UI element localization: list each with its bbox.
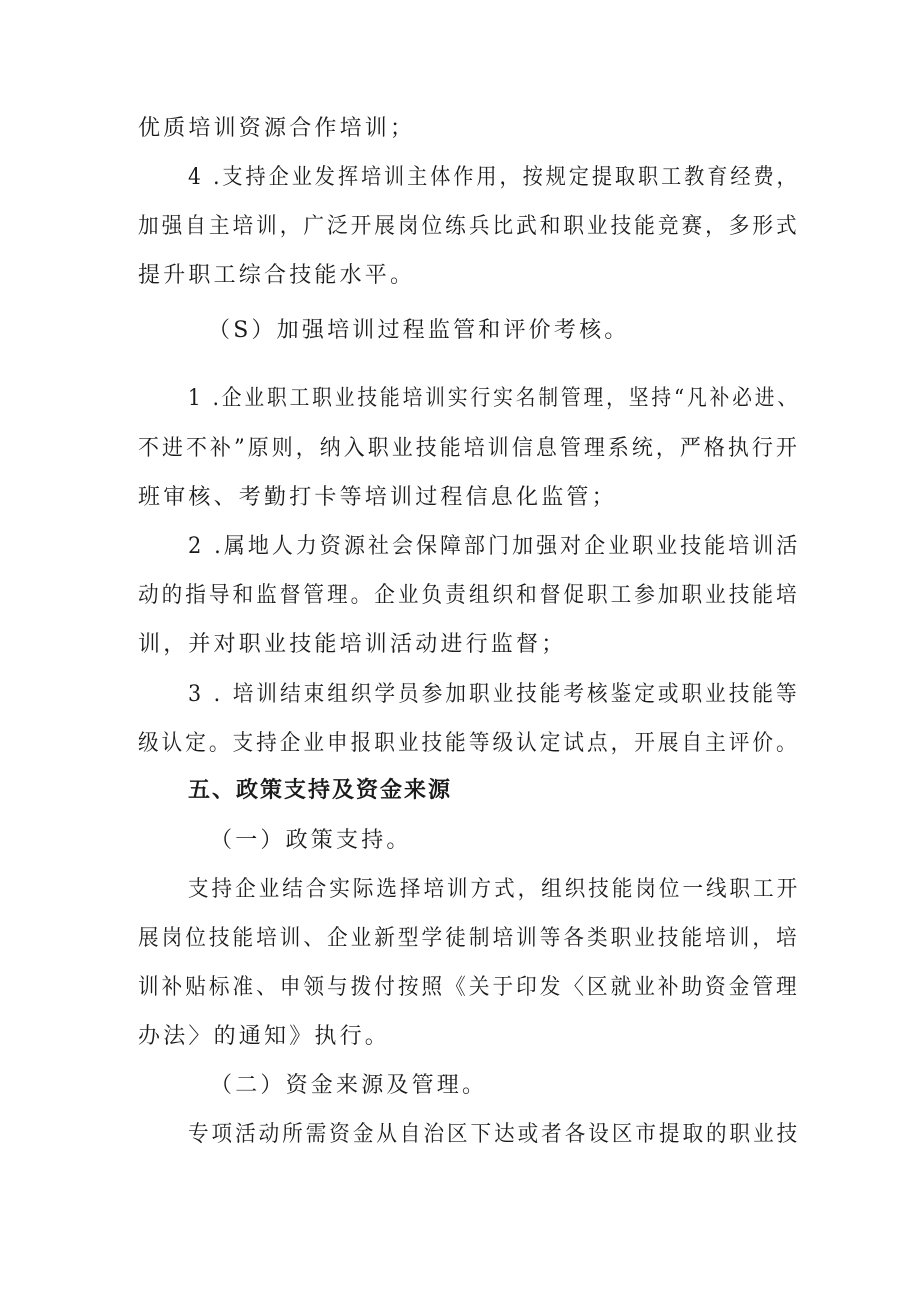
paragraph-line: 优质培训资源合作培训； [138,116,416,141]
section-subheading: （S）加强培训过程监管和评价考核。 [208,318,630,343]
paragraph-line: 训补贴标准、申领与拨付按照《关于印发〈区就业补助资金管理 [138,975,800,1000]
paragraph-line: 支持企业结合实际选择培训方式，组织技能岗位一线职工开 [188,877,801,902]
paragraph-line: 提升职工综合技能水平。 [138,263,416,288]
paragraph-line: 3 . 培训结束组织学员参加职业技能考核鉴定或职业技能等 [188,682,800,707]
paragraph-line: 专项活动所需资金从自治区下达或者各设区市提取的职业技 [188,1122,801,1147]
paragraph-line: 级认定。支持企业申报职业技能等级认定试点，开展自主评价。 [138,731,800,756]
paragraph-line: 不进不补”原则，纳入职业技能培训信息管理系统，严格执行开 [138,436,800,461]
paragraph-line: 动的指导和监督管理。企业负责组织和督促职工参加职业技能培 [138,583,800,608]
section-heading: 五、政策支持及资金来源 [188,778,453,803]
paragraph-line: 加强自主培训，广泛开展岗位练兵比武和职业技能竞赛，多形式 [138,214,800,239]
paragraph-line: 展岗位技能培训、企业新型学徒制培训等各类职业技能培训，培 [138,926,800,951]
paragraph-line: 训，并对职业技能培训活动进行监督； [138,632,567,657]
paragraph-line: 班审核、考勤打卡等培训过程信息化监管； [138,485,617,510]
paragraph-line: 2 .属地人力资源社会保障部门加强对企业职业技能培训活 [188,534,801,559]
paragraph-line: 办法〉的通知》执行。 [138,1024,391,1049]
section-subheading: （二）资金来源及管理。 [210,1073,488,1098]
paragraph-line: 4 .支持企业发挥培训主体作用，按规定提取职工教育经费， [188,165,800,190]
section-subheading: （一）政策支持。 [210,828,412,853]
paragraph-line: 1 .企业职工职业技能培训实行实名制管理，坚持“凡补必进、 [188,386,801,411]
